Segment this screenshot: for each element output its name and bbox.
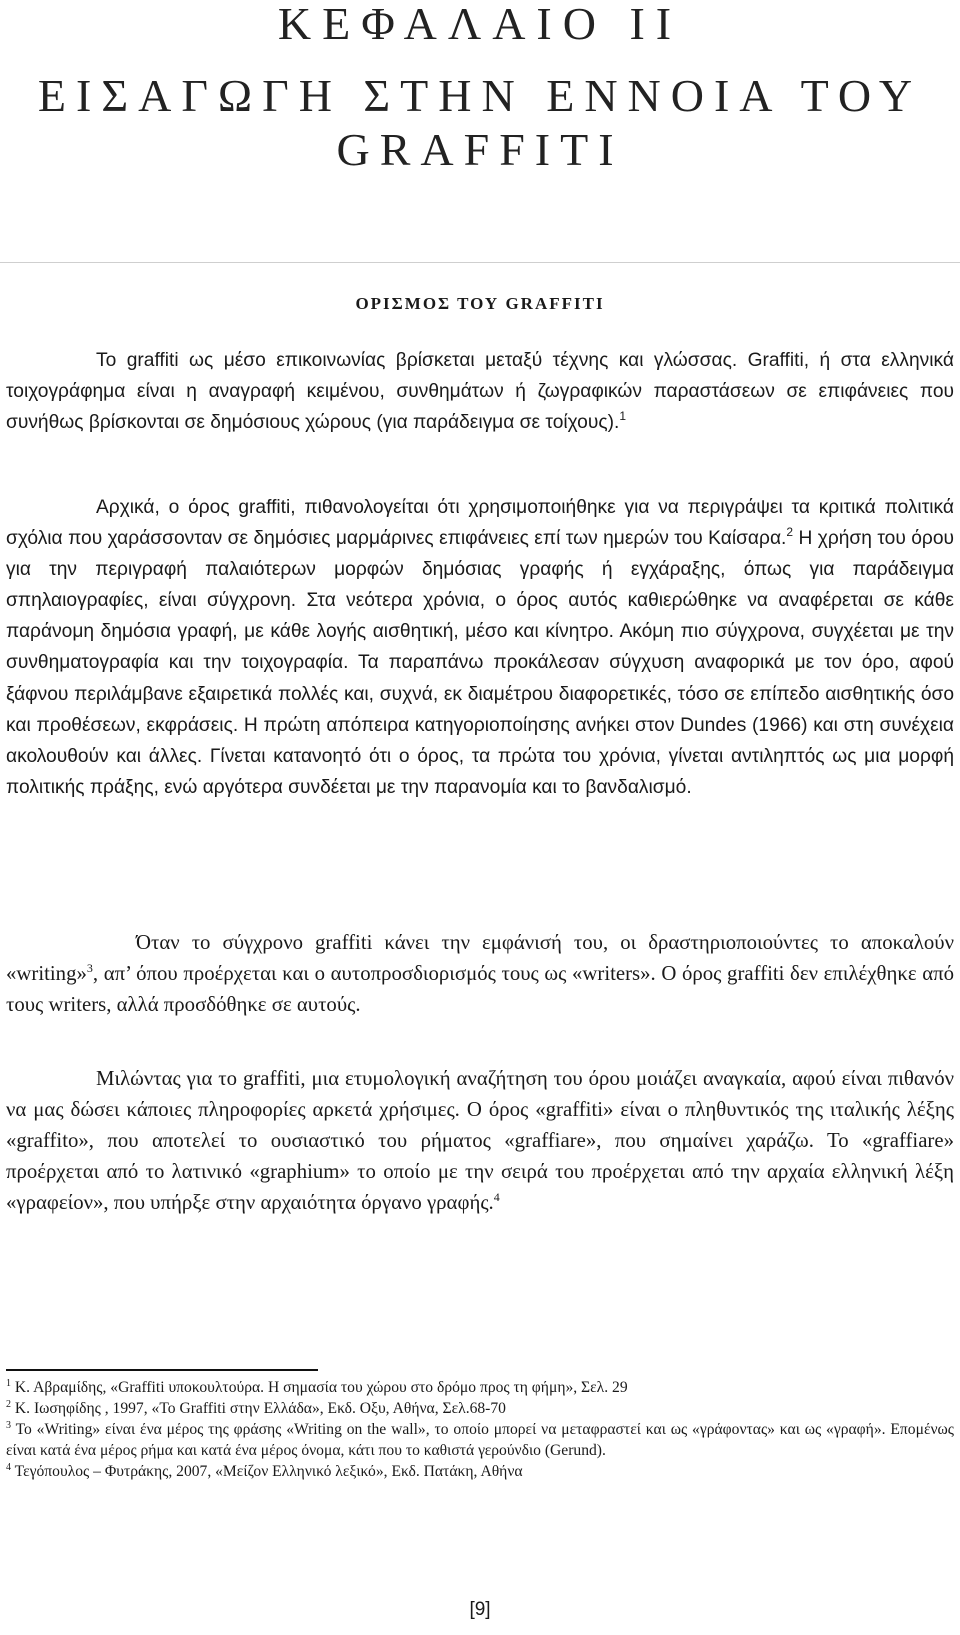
footnote-4-number: 4 (6, 1462, 11, 1473)
footnotes (6, 1377, 954, 1482)
footnote-1-number: 1 (6, 1378, 11, 1389)
paragraph-2-text-a: Αρχικά, ο όρος graffiti, πιθανολογείται ότι χρησιμοποιήθηκε για να περιγράψει τα κριτικά πολιτικά σχόλια που χαράσσονταν σε δημόσιες μαρμάρινες επιφάνειες επί των ημερών του Καίσαρα. (6, 497, 954, 550)
footnote-2-number: 2 (6, 1399, 11, 1410)
section-heading: ΟΡΙΣΜΟΣ ΤΟΥ GRAFFITI (355, 294, 605, 313)
paragraph-2 (6, 492, 954, 803)
paragraph-1 (6, 345, 954, 438)
paragraph-3 (6, 927, 954, 1020)
paragraph-2-text-b: Η χρήση του όρου για την περιγραφή παλαιότερων μορφών δημόσιας γραφής ή εγχάραξης, όπως για παράδειγμα σπηλαιογραφίες, είναι σύγχρονη. Στα νεότερα χρόνια, ο όρος αυτός καθιερώθηκε να αναφέρεται σε κάθε παράνομη δημόσια γραφή, με κάθε λογής αισθητική, μέσο και κίνητρο. Ακόμη πιο σύγχρονα, συγχέεται με την συνθηματογραφία και την τοιχογραφία. Τα παραπάνω προκάλεσαν σύγχυση αναφορικά με τον όρο, αφού ξάφνου περιλάμβανε εξαιρετικά πολλές και, συχνά, εκ διαμέτρου διαφορετικές, τόσο σε επίπεδο αισθητικής όσο και προθέσεων, εκφράσεις. Η πρώτη απόπειρα κατηγοριοποίησης ανήκει στον Dundes (1966) και στη συνέχεια ακολουθούν και άλλες. Γίνεται κατανοητό ότι ο όρος, τα πρώτα του χρόνια, γίνεται αντιληπτός ως μια μορφή πολιτικής πράξης, ενώ αργότερα συνδέεται με την παρανομία και το βανδαλισμό. (6, 528, 955, 798)
footnote-2-text: Κ. Ιωσηφίδης , 1997, «Το Graffiti στην Ελλάδα», Εκδ. Οξυ, Αθήνα, Σελ.68-70 (11, 1400, 506, 1417)
paragraph-3-text-a: Όταν το σύγχρονο graffiti κάνει την εμφάνισή του, οι δραστηριοποιούντες το αποκαλούν «writing» (6, 931, 954, 986)
chapter-number: ΚΕΦΑΛΑΙΟ ΙΙ (277, 0, 683, 49)
footnote-3-text: Το «Writing» είναι ένα μέρος της φράσης «Writing on the wall», το οποίο μπορεί να μεταφραστεί και ως «γράφοντας» και ως «γραφή». Επομένως είναι κατά ένα μέρος ρήμα και κατά ένα μέρος όνομα, κάτι που το καθιστά γερούνδιο (Gerund). (6, 1421, 954, 1459)
footnote-3 (6, 1419, 954, 1461)
paragraph-1-text: Το graffiti ως μέσο επικοινωνίας βρίσκεται μεταξύ τέχνης και γλώσσας. Graffiti, ή στα ελληνικά τοιχογράφημα είναι η αναγραφή κειμένου, συνθημάτων ή ζωγραφικών παραστάσεων σε επιφάνειες που συνήθως βρίσκονται σε δημόσιους χώρους (για παράδειγμα σε τοίχους). (6, 350, 954, 434)
chapter-title-line1: ΕΙΣΑΓΩΓΗ ΣΤΗΝ ΕΝΝΟΙΑ ΤΟΥ (37, 70, 923, 121)
page-number: [9] (469, 1599, 491, 1620)
footnote-ref-2[interactable]: 2 (786, 525, 794, 540)
footnote-4 (6, 1461, 954, 1482)
footnote-3-number: 3 (6, 1420, 11, 1431)
footnote-separator (6, 1369, 318, 1371)
footnote-2 (6, 1398, 954, 1419)
footnote-ref-4[interactable]: 4 (493, 1190, 500, 1205)
header-divider (0, 262, 960, 263)
footnote-1 (6, 1377, 954, 1398)
footnote-4-text: Τεγόπουλος – Φυτράκης, 2007, «Μείζον Ελληνικό λεξικό», Εκδ. Πατάκη, Αθήνα (11, 1463, 523, 1480)
footnote-ref-1[interactable]: 1 (619, 409, 627, 424)
footnote-1-text: Κ. Αβραμίδης, «Graffiti υποκουλτούρα. Η σημασία του χώρου στο δρόμο προς τη φήμη», Σελ. 29 (11, 1379, 628, 1396)
footnote-ref-3[interactable]: 3 (86, 961, 93, 976)
chapter-title-line2: GRAFFITI (336, 124, 624, 175)
paragraph-4 (6, 1063, 954, 1218)
paragraph-4-text: Μιλώντας για το graffiti, μια ετυμολογική αναζήτηση του όρου μοιάζει αναγκαία, αφού είναι πιθανόν να μας δώσει κάποιες πληροφορίες αρκετά χρήσιμες. Ο όρος «graffiti» είναι ο πληθυντικός της ιταλικής λέξης «graffito», που αποτελεί το ουσιαστικό του ρήματος «graffiare», που σημαίνει χαράζω. Το «graffiare» προέρχεται από το λατινικό «graphium» το οποίο με την σειρά του προέρχεται από την αρχαία ελληνική λέξη «γραφείον», που υπήρξε στην αρχαιότητα όργανο γραφής. (6, 1067, 954, 1215)
paragraph-3-text-b: , απ’ όπου προέρχεται και ο αυτοπροσδιορισμός τους ως «writers». Ο όρος graffiti δεν επιλέχθηκε από τους writers, αλλά προσδόθηκε σε αυτούς. (6, 962, 954, 1017)
